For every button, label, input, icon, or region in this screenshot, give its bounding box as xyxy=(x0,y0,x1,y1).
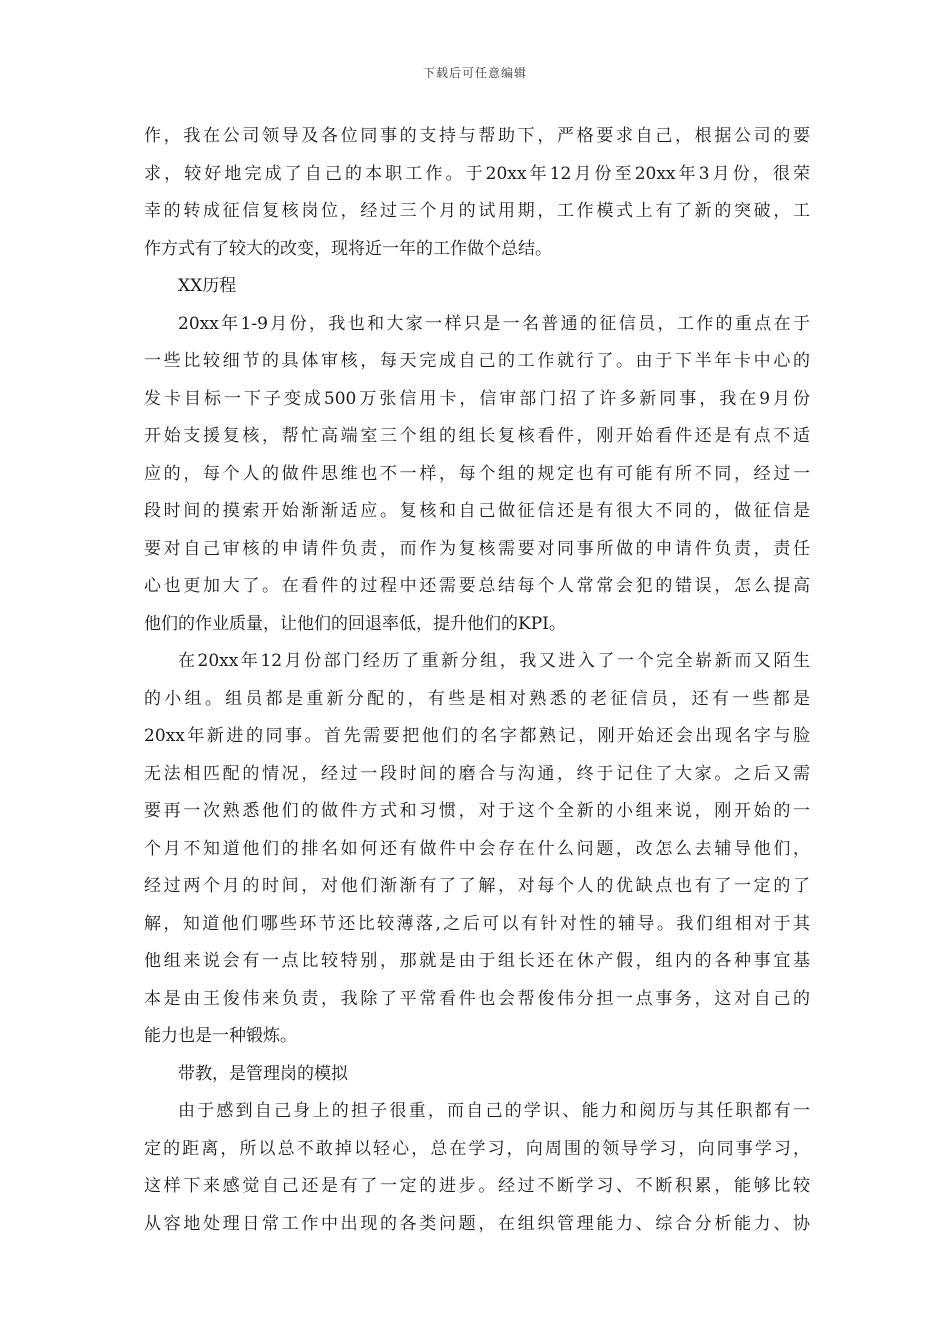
text-line: 在20xx年12月份部门经历了重新分组，我又进入了一个完全崭新而又陌生 xyxy=(178,651,810,671)
text-line: 作，我在公司领导及各位同事的支持与帮助下，严格要求自己，根据公司的要 xyxy=(144,126,810,146)
text-line: 个月不知道他们的排名如何还有做件中会存在什么问题，改怎么去辅导他们， xyxy=(144,838,810,859)
text-line: 发卡目标一下子变成500万张信用卡，信审部门招了许多新同事，我在9月份 xyxy=(144,388,810,409)
text-line: 他们的作业质量，让他们的回退率低，提升他们的KPI。 xyxy=(144,613,566,634)
page-header: 下载后可任意编辑 xyxy=(422,66,527,80)
text-line: 一些比较细节的具体审核，每天完成自己的工作就行了。由于下半年卡中心的 xyxy=(144,351,810,371)
text-line: 无法相匹配的情况，经过一段时间的磨合与沟通，终于记住了大家。之后又需 xyxy=(144,763,810,784)
text-line: 的小组。组员都是重新分配的，有些是相对熟悉的老征信员，还有一些都是 xyxy=(144,688,810,709)
section-heading-mentoring xyxy=(144,1056,810,1094)
text-line: 作方式有了较大的改变，现将近一年的工作做个总结。 xyxy=(144,238,552,259)
text-line: 能力也是一种锻炼。 xyxy=(144,1026,297,1046)
paragraph-history xyxy=(144,306,810,644)
heading-line: XX历程 xyxy=(178,276,237,296)
text-line: 开始支援复核，帮忙高端室三个组的组长复核看件，刚开始看件还是有点不适 xyxy=(144,426,810,446)
document-body xyxy=(144,118,810,1243)
text-line: 应的，每个人的做件思维也不一样，每个组的规定也有可能有所不同，经过一 xyxy=(144,463,810,484)
text-line: 心也更加大了。在看件的过程中还需要总结每个人常常会犯的错误，怎么提高 xyxy=(144,576,810,596)
paragraph-regrouping xyxy=(144,643,810,1056)
text-line: 求，较好地完成了自己的本职工作。于20xx年12月份至20xx年3月份，很荣 xyxy=(144,163,810,184)
text-line: 解，知道他们哪些环节还比较薄落,之后可以有针对性的辅导。我们组相对于其 xyxy=(144,913,810,934)
text-line: 要再一次熟悉他们的做件方式和习惯，对于这个全新的小组来说，刚开始的一 xyxy=(144,801,810,821)
text-line: 本是由王俊伟来负责，我除了平常看件也会帮俊伟分担一点事务，这对自己的 xyxy=(144,988,810,1009)
paragraph-mentoring xyxy=(144,1093,810,1243)
text-line: 20xx年1-9月份，我也和大家一样只是一名普通的征信员，工作的重点在于 xyxy=(178,313,810,334)
text-line: 幸的转成征信复核岗位，经过三个月的试用期，工作模式上有了新的突破，工 xyxy=(144,201,810,221)
text-line: 从容地处理日常工作中出现的各类问题，在组织管理能力、综合分析能力、协 xyxy=(144,1213,810,1234)
heading-line: 带教，是管理岗的模拟 xyxy=(178,1063,348,1084)
text-line: 由于感到自己身上的担子很重，而自己的学识、能力和阅历与其任职都有一 xyxy=(178,1101,810,1121)
text-line: 定的距离，所以总不敢掉以轻心，总在学习，向周围的领导学习，向同事学习， xyxy=(144,1138,810,1159)
text-line: 他组来说会有一点比较特别，那就是由于组长还在休产假，组内的各种事宜基 xyxy=(144,951,810,971)
paragraph-intro xyxy=(144,118,810,268)
text-line: 段时间的摸索开始渐渐适应。复核和自己做征信还是有很大不同的，做征信是 xyxy=(144,501,810,521)
text-line: 要对自己审核的申请件负责，而作为复核需要对同事所做的申请件负责，责任 xyxy=(144,538,810,559)
text-line: 这样下来感觉自己还是有了一定的进步。经过不断学习、不断积累，能够比较 xyxy=(144,1176,810,1196)
section-heading-history xyxy=(144,268,810,306)
text-line: 20xx年新进的同事。首先需要把他们的名字都熟记，刚开始还会出现名字与脸 xyxy=(144,726,810,746)
text-line: 经过两个月的时间，对他们渐渐有了了解，对每个人的优缺点也有了一定的了 xyxy=(144,876,810,896)
